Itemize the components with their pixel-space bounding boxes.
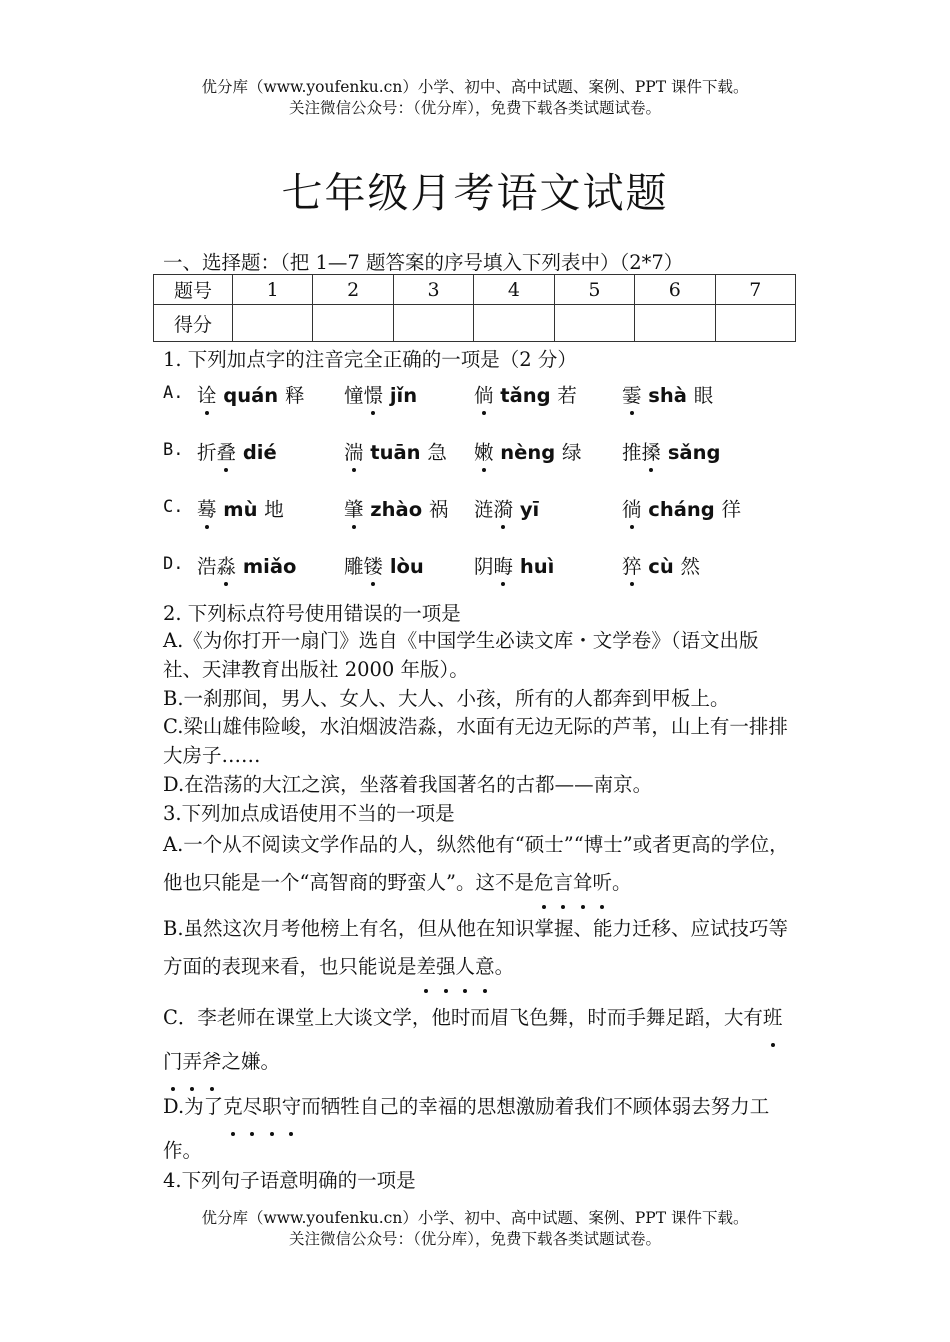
pinyin: cháng bbox=[641, 498, 722, 521]
pinyin-item: 憧憬 jǐn bbox=[344, 380, 417, 408]
pinyin-item: 折叠 dié bbox=[197, 437, 277, 465]
answer-cell[interactable] bbox=[313, 305, 393, 342]
pinyin: nèng bbox=[493, 441, 563, 464]
option-label: C. bbox=[163, 497, 184, 517]
question-2-option-c: C.梁山雄伟险峻，水泊烟波浩淼，水面有无边无际的芦苇，山上有一排排大房子…… bbox=[163, 715, 788, 767]
answer-cell[interactable] bbox=[715, 305, 795, 342]
dotted-character: 镂 bbox=[364, 551, 384, 579]
pinyin: jǐn bbox=[383, 384, 418, 407]
question-number-cell: 4 bbox=[474, 275, 554, 305]
dotted-character: 肇 bbox=[344, 494, 364, 522]
pinyin-item: 湍 tuān 急 bbox=[344, 437, 447, 465]
dotted-character: 搡 bbox=[642, 437, 662, 465]
dotted-character: 淼 bbox=[217, 551, 237, 579]
page-header bbox=[0, 77, 950, 119]
pinyin: shà bbox=[641, 384, 694, 407]
dotted-character: 弄 bbox=[183, 1040, 203, 1084]
dotted-character: 猝 bbox=[622, 551, 642, 579]
dotted-character: 言 bbox=[553, 864, 573, 902]
dotted-character: 耸 bbox=[573, 864, 593, 902]
pinyin: lòu bbox=[383, 555, 424, 578]
option-label: B. bbox=[163, 440, 184, 460]
dotted-character: 憬 bbox=[364, 380, 384, 408]
option-label: D. bbox=[163, 554, 184, 574]
exam-title: 七年级月考语文试题 bbox=[281, 169, 669, 217]
dotted-character: 尽 bbox=[243, 1085, 263, 1129]
pinyin: yī bbox=[513, 498, 540, 521]
pinyin: miǎo bbox=[236, 555, 297, 578]
pinyin: quán bbox=[216, 384, 285, 407]
question-3-option-d: D.为了克尽职守而牺牲自己的幸福的思想激励着我们不顾体弱去努力工作。 bbox=[163, 1085, 791, 1173]
pinyin-item: 嫩 nèng 绿 bbox=[474, 437, 582, 465]
pinyin: sǎng bbox=[661, 441, 721, 464]
question-2-stem: 2. 下列标点符号使用错误的一项是 bbox=[163, 602, 461, 625]
pinyin-item: 蓦 mù 地 bbox=[197, 494, 284, 522]
pinyin: mù bbox=[216, 498, 265, 521]
pinyin-item: 诠 quán 释 bbox=[197, 380, 305, 408]
question-number-cell: 5 bbox=[554, 275, 634, 305]
footer-line-1: 优分库（www.youfenku.cn）小学、初中、高中试题、案例、PPT 课件下载。 bbox=[201, 1209, 749, 1227]
pinyin: tuān bbox=[363, 441, 428, 464]
dotted-character: 门 bbox=[163, 1040, 183, 1084]
question-4-stem: 4.下列句子语意明确的一项是 bbox=[163, 1169, 416, 1192]
dotted-character: 叠 bbox=[217, 437, 237, 465]
dotted-idiom bbox=[534, 871, 612, 894]
pinyin: cù bbox=[641, 555, 681, 578]
question-3-option-c: C．李老师在课堂上大谈文学，他时而眉飞色舞，时而手舞足蹈，大有班门弄斧之嫌。 bbox=[163, 996, 791, 1084]
row-label-score: 得分 bbox=[154, 305, 233, 342]
dotted-character: 斧 bbox=[202, 1040, 222, 1084]
answer-table bbox=[153, 274, 796, 342]
question-number-cell: 7 bbox=[715, 275, 795, 305]
dotted-character: 蓦 bbox=[197, 494, 217, 522]
question-3-option-a: A.一个从不阅读文学作品的人，纵然他有“硕士”“博士”或者更高的学位，他也只能是一个“高智商的野蛮人”。这不是危言耸听。 bbox=[163, 826, 791, 902]
option-label: A. bbox=[163, 383, 184, 403]
question-number-cell: 3 bbox=[393, 275, 473, 305]
dotted-character: 职 bbox=[262, 1085, 282, 1129]
pinyin: zhào bbox=[363, 498, 429, 521]
header-line-2: 关注微信公众号：（优分库），免费下载各类试题试卷。 bbox=[288, 99, 661, 117]
pinyin-item: 霎 shà 眼 bbox=[622, 380, 713, 408]
dotted-character: 霎 bbox=[622, 380, 642, 408]
pinyin-item: 浩淼 miǎo bbox=[197, 551, 296, 579]
question-number-cell: 6 bbox=[635, 275, 715, 305]
row-label-number: 题号 bbox=[154, 275, 233, 305]
section-heading: 一、选择题：（把 1—7 题答案的序号填入下列表中）（2*7） bbox=[163, 251, 684, 274]
pinyin-item: 雕镂 lòu bbox=[344, 551, 424, 579]
question-2-option-d: D.在浩荡的大江之滨，坐落着我国著名的古都——南京。 bbox=[163, 773, 653, 796]
answer-cell[interactable] bbox=[635, 305, 715, 342]
pinyin-item: 肇 zhào 祸 bbox=[344, 494, 448, 522]
answer-cell[interactable] bbox=[474, 305, 554, 342]
question-3-option-b: B.虽然这次月考他榜上有名，但从他在知识掌握、能力迁移、应试技巧等方面的表现来看，也只能说是差强人意。 bbox=[163, 910, 791, 986]
question-number-cell: 2 bbox=[313, 275, 393, 305]
dotted-character: 人 bbox=[456, 948, 476, 986]
pinyin: huì bbox=[513, 555, 555, 578]
pinyin: dié bbox=[236, 441, 277, 464]
answer-cell[interactable] bbox=[233, 305, 313, 342]
question-3-stem: 3.下列加点成语使用不当的一项是 bbox=[163, 802, 455, 825]
pinyin: tǎng bbox=[493, 384, 558, 407]
dotted-character: 徜 bbox=[622, 494, 642, 522]
dotted-character: 守 bbox=[282, 1085, 302, 1129]
dotted-character: 班 bbox=[763, 996, 783, 1040]
dotted-character: 意 bbox=[475, 948, 495, 986]
dotted-character: 倘 bbox=[474, 380, 494, 408]
dotted-character: 嫩 bbox=[474, 437, 494, 465]
question-2-option-b: B.一刹那间，男人、女人、大人、小孩，所有的人都奔到甲板上。 bbox=[163, 687, 730, 710]
pinyin-item: 涟漪 yī bbox=[474, 494, 539, 522]
dotted-character: 差 bbox=[417, 948, 437, 986]
dotted-character: 听 bbox=[593, 864, 613, 902]
question-2-option-a: A.《为你打开一扇门》选自《中国学生必读文库・文学卷》（语文出版社、天津教育出版社 2000 年版）。 bbox=[163, 629, 759, 681]
dotted-character: 强 bbox=[436, 948, 456, 986]
dotted-character: 诠 bbox=[197, 380, 217, 408]
dotted-character: 危 bbox=[534, 864, 554, 902]
question-number-cell: 1 bbox=[233, 275, 313, 305]
dotted-idiom bbox=[223, 1095, 301, 1118]
dotted-character: 漪 bbox=[494, 494, 514, 522]
dotted-character: 湍 bbox=[344, 437, 364, 465]
dotted-idiom bbox=[417, 955, 495, 978]
question-1-stem: 1. 下列加点字的注音完全正确的一项是（2 分） bbox=[163, 348, 577, 371]
answer-cell[interactable] bbox=[554, 305, 634, 342]
pinyin-item: 猝 cù 然 bbox=[622, 551, 700, 579]
page-footer bbox=[0, 1208, 950, 1250]
pinyin-item: 徜 cháng 徉 bbox=[622, 494, 741, 522]
dotted-character: 晦 bbox=[494, 551, 514, 579]
answer-cell[interactable] bbox=[393, 305, 473, 342]
header-line-1: 优分库（www.youfenku.cn）小学、初中、高中试题、案例、PPT 课件下载。 bbox=[201, 78, 749, 96]
pinyin-item: 阴晦 huì bbox=[474, 551, 554, 579]
footer-line-2: 关注微信公众号：（优分库），免费下载各类试题试卷。 bbox=[288, 1230, 661, 1248]
dotted-character: 克 bbox=[223, 1085, 243, 1129]
pinyin-item: 倘 tǎng 若 bbox=[474, 380, 577, 408]
pinyin-item: 推搡 sǎng bbox=[622, 437, 720, 465]
